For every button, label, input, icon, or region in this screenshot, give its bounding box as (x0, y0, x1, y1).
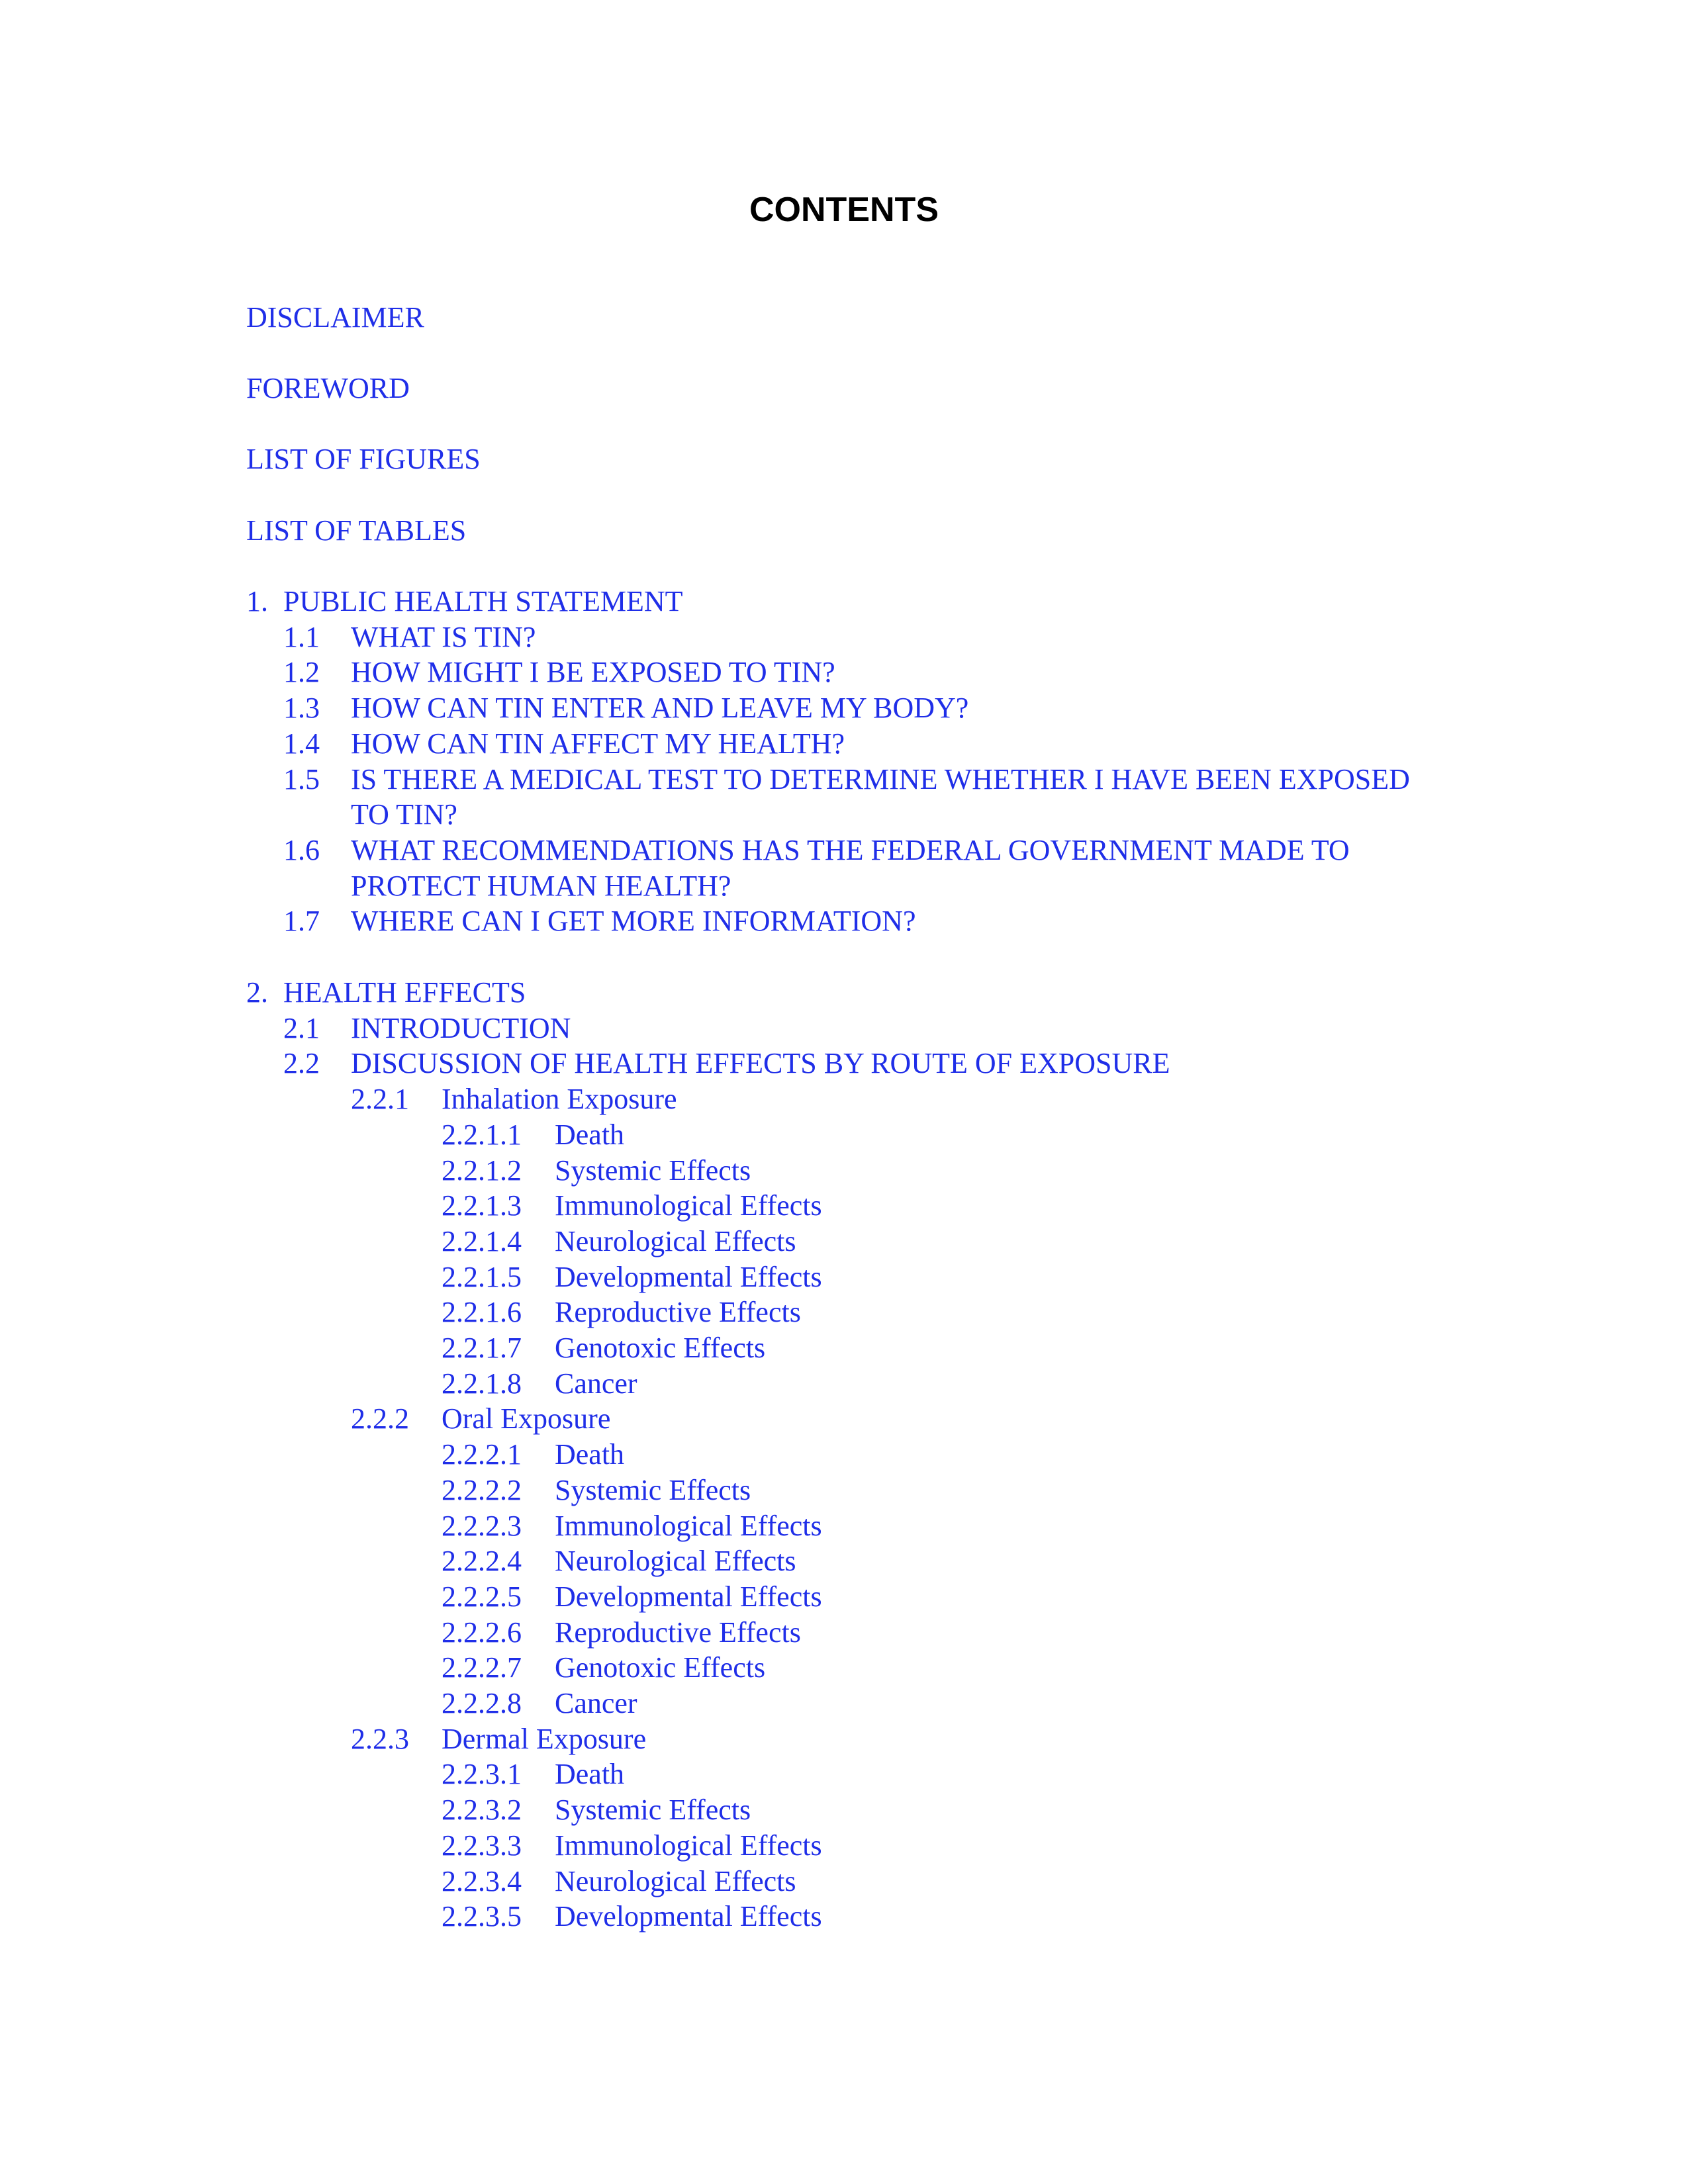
toc-section-1-5-cont[interactable] (0, 796, 1688, 833)
toc-subsubsection-2-2-3-2[interactable] (0, 1792, 1688, 1829)
toc-subsubsection-2-2-1-8[interactable] (0, 1365, 1688, 1402)
toc-number: 2.2.1.5 (442, 1260, 522, 1293)
toc-number: 2.2.3.1 (442, 1758, 522, 1791)
page-title: CONTENTS (749, 191, 939, 229)
toc-number: 2.2.3.4 (442, 1864, 522, 1897)
toc-section-1-2[interactable] (0, 654, 1688, 691)
toc-subsubsection-2-2-1-7[interactable] (0, 1330, 1688, 1367)
toc-title: Death (555, 1758, 625, 1791)
toc-subsubsection-2-2-2-4[interactable] (0, 1543, 1688, 1580)
toc-section-1-7[interactable] (0, 903, 1688, 940)
toc-title: Developmental Effects (555, 1260, 822, 1293)
toc-chapter-2[interactable] (0, 974, 1688, 1011)
toc-subsubsection-2-2-2-1[interactable] (0, 1436, 1688, 1473)
toc-title: Cancer (555, 1367, 637, 1400)
toc-number: 2.2.2.4 (442, 1545, 522, 1578)
toc-number: 2. (246, 976, 268, 1009)
toc-number: 2.2.2 (351, 1402, 409, 1435)
toc-title: Reproductive Effects (555, 1615, 801, 1649)
toc-title-continued: TO TIN? (351, 798, 457, 831)
toc-number: 2.2.1.7 (442, 1332, 522, 1364)
toc-section-1-4[interactable] (0, 725, 1688, 762)
toc-section-2-2[interactable] (0, 1045, 1688, 1082)
toc-title: Immunological Effects (555, 1509, 822, 1542)
toc-subsubsection-2-2-1-5[interactable] (0, 1259, 1688, 1296)
toc-number: 1.2 (283, 656, 320, 689)
toc-subsubsection-2-2-2-2[interactable] (0, 1472, 1688, 1509)
toc-title: HOW MIGHT I BE EXPOSED TO TIN? (351, 656, 835, 689)
toc-subsubsection-2-2-2-7[interactable] (0, 1649, 1688, 1686)
toc-title: Neurological Effects (555, 1864, 796, 1897)
toc-link-disclaimer[interactable] (0, 299, 1688, 336)
toc-subsubsection-2-2-3-5[interactable] (0, 1898, 1688, 1935)
toc-subsection-2-2-1[interactable] (0, 1081, 1688, 1118)
toc-link-label: LIST OF TABLES (246, 514, 467, 547)
toc-number: 1.7 (283, 905, 320, 938)
toc-title: Systemic Effects (555, 1473, 751, 1506)
toc-title: Inhalation Exposure (442, 1083, 677, 1116)
toc-number: 2.2.2.7 (442, 1651, 522, 1684)
toc-number: 2.2.2.5 (442, 1580, 522, 1613)
toc-number: 1.1 (283, 620, 320, 653)
toc-title: HEALTH EFFECTS (283, 976, 526, 1009)
toc-title: DISCUSSION OF HEALTH EFFECTS BY ROUTE OF EXPOSURE (351, 1047, 1170, 1080)
toc-subsubsection-2-2-1-3[interactable] (0, 1187, 1688, 1224)
toc-number: 2.2.2.1 (442, 1438, 522, 1471)
toc-title: Reproductive Effects (555, 1296, 801, 1329)
toc-number: 1.5 (283, 762, 320, 796)
toc-subsubsection-2-2-3-3[interactable] (0, 1827, 1688, 1864)
toc-subsubsection-2-2-1-1[interactable] (0, 1116, 1688, 1154)
toc-subsubsection-2-2-1-4[interactable] (0, 1223, 1688, 1260)
toc-title: Genotoxic Effects (555, 1651, 766, 1684)
toc-section-2-1[interactable] (0, 1010, 1688, 1047)
toc-number: 2.2.2.8 (442, 1687, 522, 1719)
toc-title: HOW CAN TIN ENTER AND LEAVE MY BODY? (351, 692, 969, 725)
toc-number: 2.2.1.8 (442, 1367, 522, 1400)
toc-title: Systemic Effects (555, 1794, 751, 1827)
toc-title: Neurological Effects (555, 1545, 796, 1578)
toc-number: 2.2.1.1 (442, 1118, 522, 1151)
toc-number: 2.2.3.2 (442, 1794, 522, 1827)
toc-section-1-6[interactable] (0, 832, 1688, 869)
toc-number: 2.2.1.6 (442, 1296, 522, 1329)
toc-section-1-6-cont[interactable] (0, 868, 1688, 905)
toc-title: Developmental Effects (555, 1580, 822, 1613)
toc-title: Oral Exposure (442, 1402, 611, 1435)
toc-link-label: DISCLAIMER (246, 301, 424, 334)
toc-subsubsection-2-2-2-5[interactable] (0, 1578, 1688, 1615)
toc-section-1-5[interactable] (0, 761, 1688, 798)
toc-subsection-2-2-2[interactable] (0, 1400, 1688, 1437)
toc-subsubsection-2-2-2-6[interactable] (0, 1614, 1688, 1651)
toc-subsubsection-2-2-3-1[interactable] (0, 1756, 1688, 1793)
toc-title: HOW CAN TIN AFFECT MY HEALTH? (351, 727, 845, 760)
toc-title: Developmental Effects (555, 1900, 822, 1933)
toc-number: 2.2 (283, 1047, 320, 1080)
toc-title: INTRODUCTION (351, 1011, 571, 1044)
toc-link-list-of-tables[interactable] (0, 512, 1688, 549)
toc-title: Genotoxic Effects (555, 1332, 766, 1364)
toc-link-label: LIST OF FIGURES (246, 443, 481, 475)
toc-title: Cancer (555, 1687, 637, 1719)
toc-link-label: FOREWORD (246, 372, 410, 404)
toc-title: Dermal Exposure (442, 1722, 647, 1755)
toc-link-foreword[interactable] (0, 370, 1688, 407)
toc-title: WHAT IS TIN? (351, 620, 536, 653)
toc-number: 2.1 (283, 1011, 320, 1044)
toc-subsection-2-2-3[interactable] (0, 1721, 1688, 1758)
toc-subsubsection-2-2-1-6[interactable] (0, 1294, 1688, 1331)
toc-number: 2.2.1.2 (442, 1154, 522, 1187)
toc-number: 2.2.2.3 (442, 1509, 522, 1542)
toc-title: Death (555, 1118, 625, 1151)
toc-title: Systemic Effects (555, 1154, 751, 1187)
toc-link-list-of-figures[interactable] (0, 441, 1688, 478)
toc-title-continued: PROTECT HUMAN HEALTH? (351, 869, 731, 902)
toc-number: 2.2.3.5 (442, 1900, 522, 1933)
toc-number: 2.2.1.4 (442, 1224, 522, 1257)
toc-number: 2.2.1 (351, 1083, 409, 1116)
toc-title: IS THERE A MEDICAL TEST TO DETERMINE WHETHER I HAVE BEEN EXPOSED (351, 762, 1410, 796)
toc-number: 1.6 (283, 833, 320, 866)
toc-section-1-3[interactable] (0, 690, 1688, 727)
toc-number: 2.2.3 (351, 1722, 409, 1755)
toc-number: 2.2.2.2 (442, 1473, 522, 1506)
toc-number: 1. (246, 585, 268, 617)
toc-section-1-1[interactable] (0, 619, 1688, 656)
toc-chapter-1[interactable] (0, 583, 1688, 620)
toc-title: Death (555, 1438, 625, 1471)
toc-subsubsection-2-2-2-3[interactable] (0, 1508, 1688, 1545)
toc-title: Immunological Effects (555, 1189, 822, 1222)
toc-subsubsection-2-2-3-4[interactable] (0, 1863, 1688, 1900)
toc-title: WHAT RECOMMENDATIONS HAS THE FEDERAL GOVERNMENT MADE TO (351, 833, 1350, 866)
toc-title: PUBLIC HEALTH STATEMENT (283, 585, 683, 617)
toc-title: Neurological Effects (555, 1224, 796, 1257)
toc-subsubsection-2-2-2-8[interactable] (0, 1685, 1688, 1722)
toc-number: 2.2.3.3 (442, 1829, 522, 1862)
toc-subsubsection-2-2-1-2[interactable] (0, 1152, 1688, 1189)
toc-title: Immunological Effects (555, 1829, 822, 1862)
toc-number: 2.2.1.3 (442, 1189, 522, 1222)
toc-number: 1.3 (283, 692, 320, 725)
toc-number: 2.2.2.6 (442, 1615, 522, 1649)
toc-title: WHERE CAN I GET MORE INFORMATION? (351, 905, 916, 938)
toc-number: 1.4 (283, 727, 320, 760)
